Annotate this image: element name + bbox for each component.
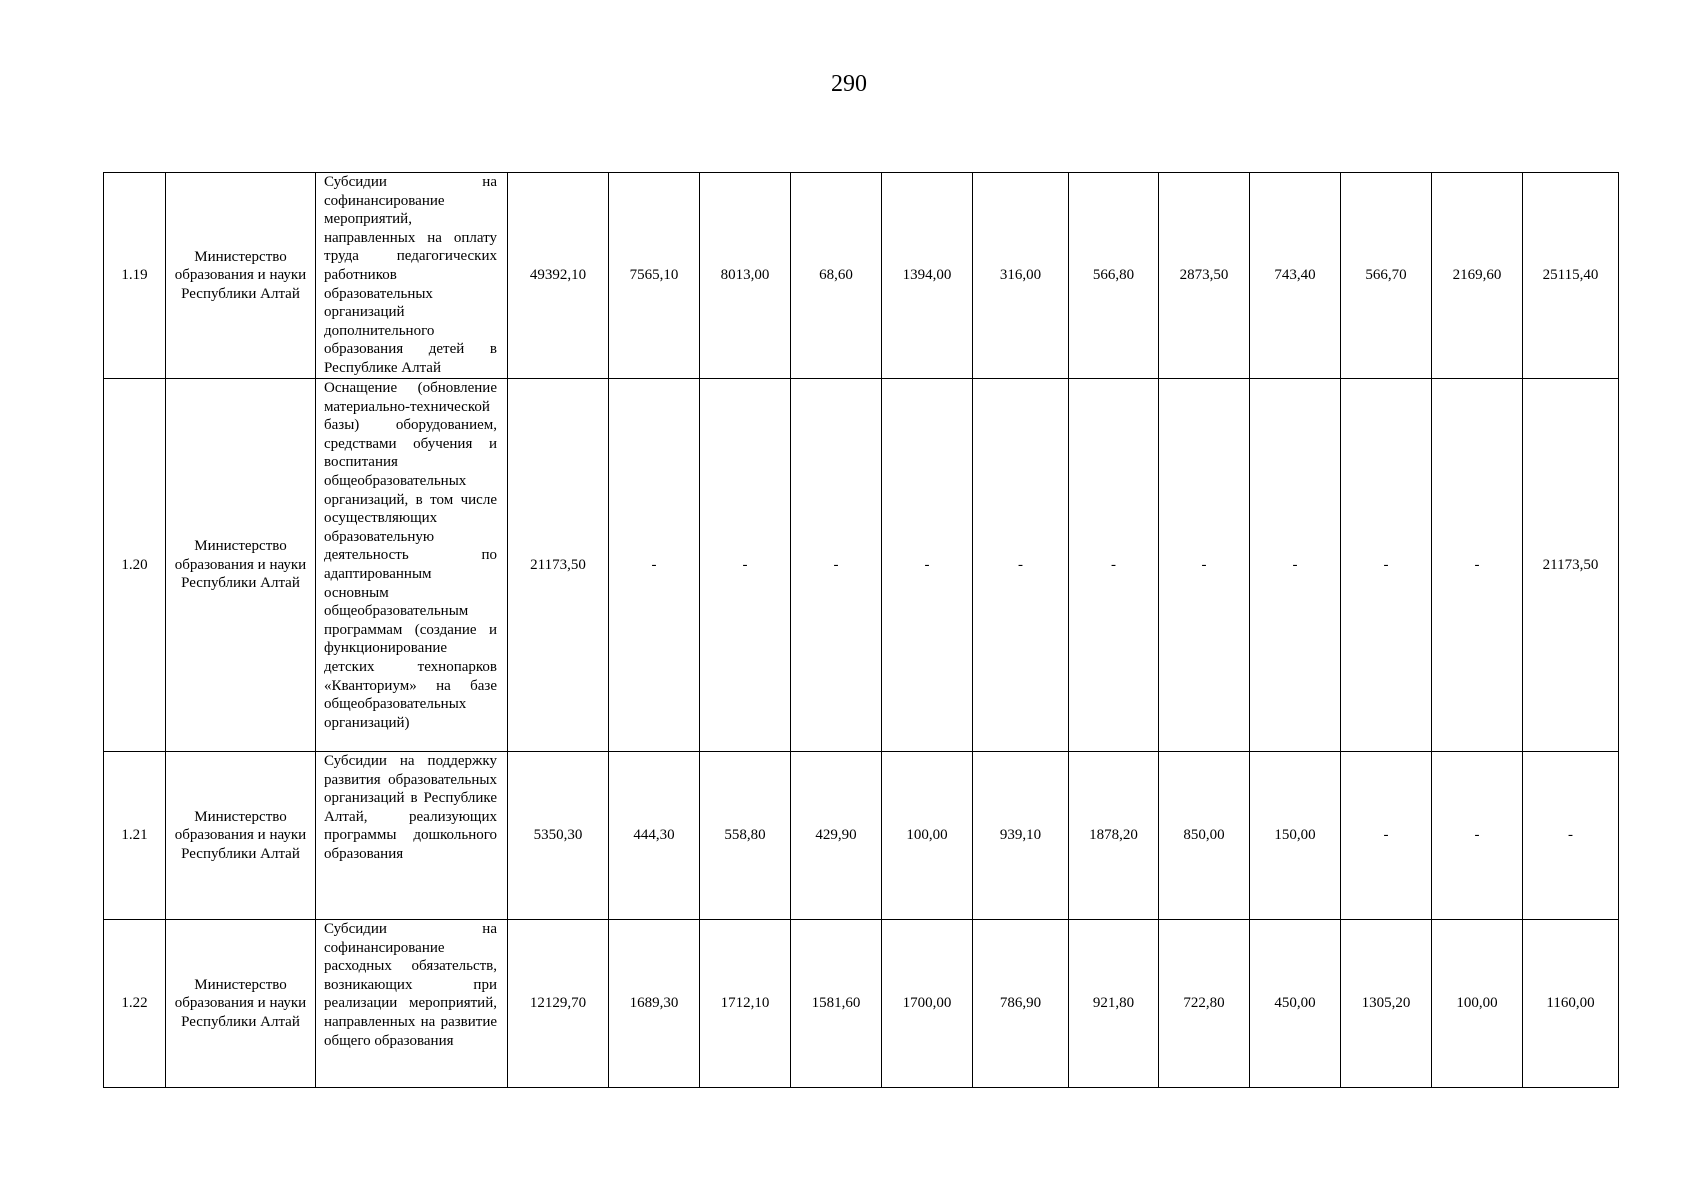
value-cell: 1700,00 [882,920,973,1088]
value-cell: 444,30 [609,752,700,920]
value-cell: 743,40 [1250,173,1341,379]
value-cell: - [1341,752,1432,920]
responsible-org: Министерство образования и науки Республики Алтай [166,920,316,1088]
value-cell: - [1432,752,1523,920]
value-cell: 1394,00 [882,173,973,379]
value-cell: 429,90 [791,752,882,920]
value-cell: - [882,379,973,752]
value-cell: - [973,379,1069,752]
value-cell: 566,70 [1341,173,1432,379]
measure-description: Субсидии на софинансирование расходных обязательств, возникающих при реализации мероприятий, направленных на развитие общего образования [316,920,508,1088]
value-total: 5350,30 [508,752,609,920]
value-cell: 566,80 [1069,173,1159,379]
value-cell: - [1159,379,1250,752]
value-cell: 1712,10 [700,920,791,1088]
value-cell: - [700,379,791,752]
measure-description: Субсидии на софинансирование мероприятий, направленных на оплату труда педагогических работников образовательных организаций дополнительного образования детей в Республике Алтай [316,173,508,379]
value-cell: - [1432,379,1523,752]
row-number: 1.21 [104,752,166,920]
value-cell: 7565,10 [609,173,700,379]
value-cell: - [609,379,700,752]
value-cell: 850,00 [1159,752,1250,920]
value-cell: 150,00 [1250,752,1341,920]
value-cell: 100,00 [1432,920,1523,1088]
responsible-org: Министерство образования и науки Республики Алтай [166,752,316,920]
value-cell: 722,80 [1159,920,1250,1088]
value-cell: 1581,60 [791,920,882,1088]
value-cell: 1878,20 [1069,752,1159,920]
value-cell: 786,90 [973,920,1069,1088]
value-cell: - [1341,379,1432,752]
value-cell: 1305,20 [1341,920,1432,1088]
value-cell: 450,00 [1250,920,1341,1088]
value-cell: 316,00 [973,173,1069,379]
value-cell: - [791,379,882,752]
value-cell: 8013,00 [700,173,791,379]
value-cell: 2873,50 [1159,173,1250,379]
value-cell: 100,00 [882,752,973,920]
value-cell: 1689,30 [609,920,700,1088]
value-cell: - [1069,379,1159,752]
value-total: 21173,50 [508,379,609,752]
value-cell: 1160,00 [1523,920,1619,1088]
table-row [104,752,1619,920]
value-total: 12129,70 [508,920,609,1088]
measure-description: Субсидии на поддержку развития образовательных организаций в Республике Алтай, реализующих программы дошкольного образования [316,752,508,920]
measure-description: Оснащение (обновление материально-технической базы) оборудованием, средствами обучения и воспитания общеобразовательных организаций, в том числе осуществляющих образовательную деятельность по адаптированным основным общеобразовательным программам (создание и функционирование детских технопарков «Кванториум» на базе общеобразовательных организаций) [316,379,508,752]
value-total: 49392,10 [508,173,609,379]
value-cell: 921,80 [1069,920,1159,1088]
page-number: 290 [831,71,867,97]
table-row [104,173,1619,379]
value-cell: 939,10 [973,752,1069,920]
value-cell: 21173,50 [1523,379,1619,752]
value-cell: - [1250,379,1341,752]
budget-table [103,172,1619,1088]
value-cell: - [1523,752,1619,920]
value-cell: 68,60 [791,173,882,379]
responsible-org: Министерство образования и науки Республики Алтай [166,173,316,379]
row-number: 1.19 [104,173,166,379]
row-number: 1.20 [104,379,166,752]
value-cell: 558,80 [700,752,791,920]
row-number: 1.22 [104,920,166,1088]
table-row [104,920,1619,1088]
value-cell: 2169,60 [1432,173,1523,379]
table-row [104,379,1619,752]
responsible-org: Министерство образования и науки Республики Алтай [166,379,316,752]
value-cell: 25115,40 [1523,173,1619,379]
